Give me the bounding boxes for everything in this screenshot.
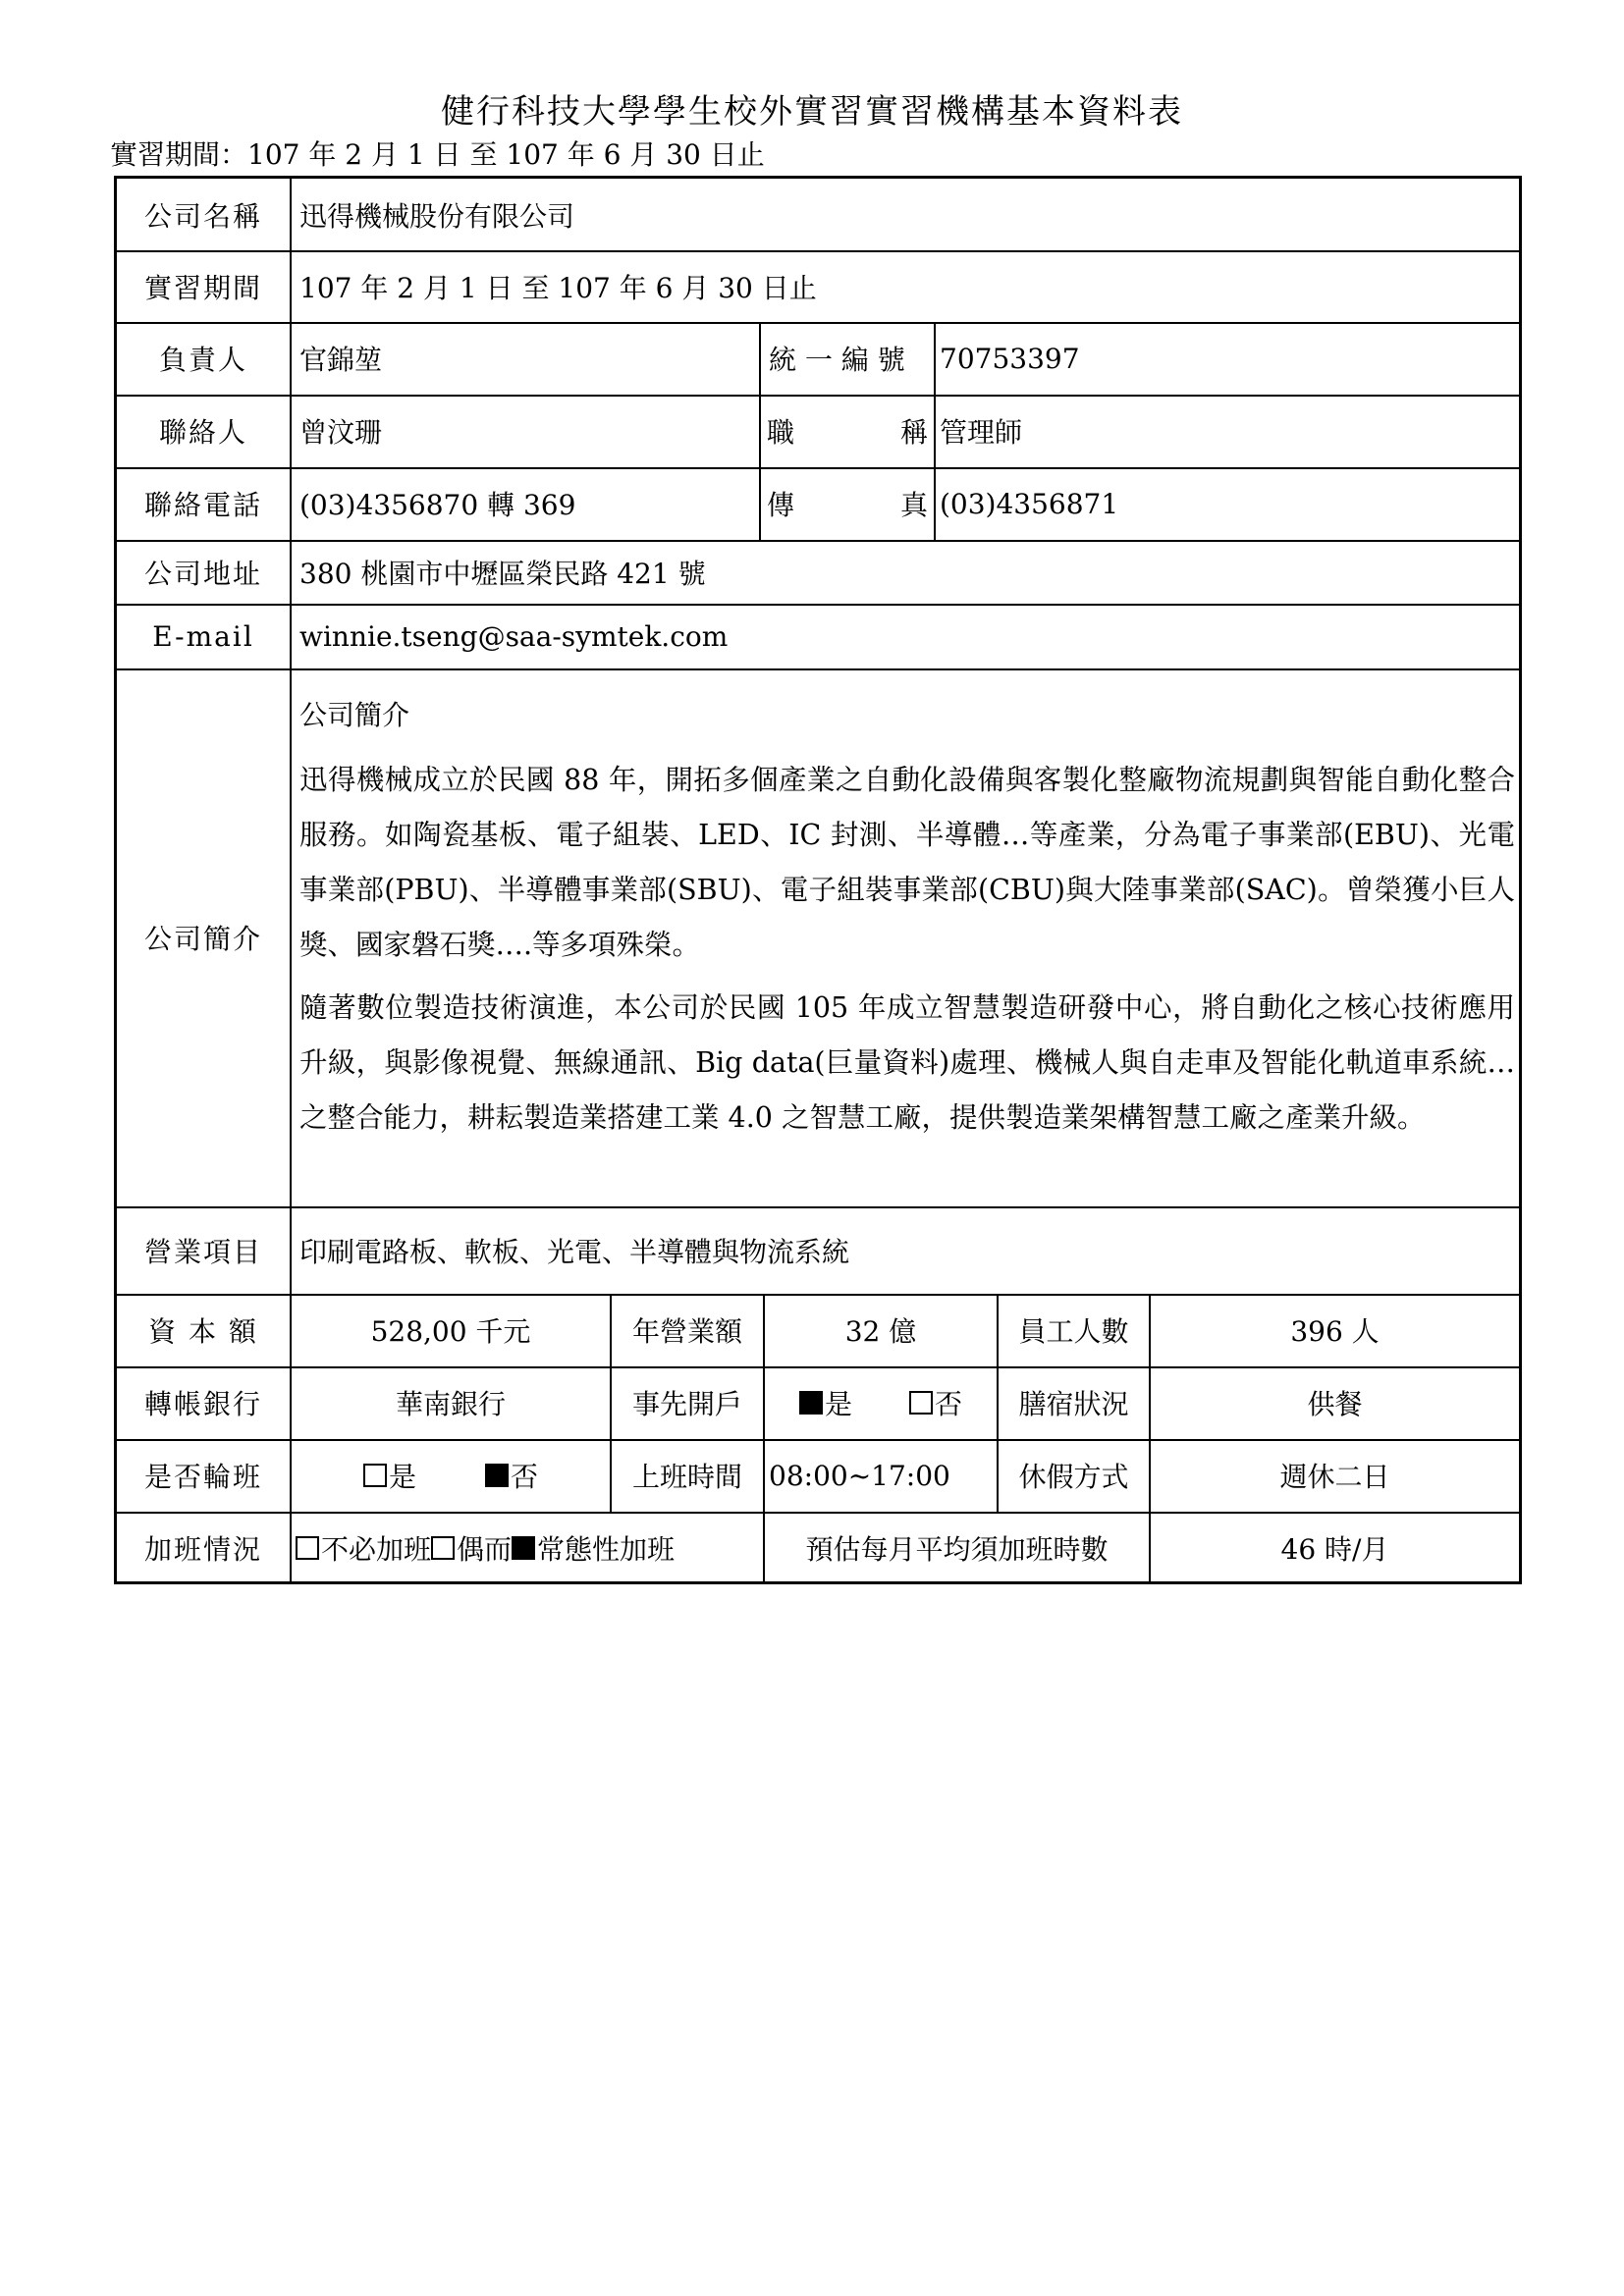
internship-period-label: 實習期間	[117, 250, 292, 322]
row-intro	[117, 668, 1519, 1208]
internship-period-value: 107 年 2 月 1 日 至 107 年 6 月 30 日止	[299, 271, 817, 304]
intro-label: 公司簡介	[117, 668, 292, 1206]
business-value: 印刷電路板、軟板、光電、半導體與物流系統	[299, 1235, 850, 1268]
work-hours-label: 上班時間	[612, 1439, 765, 1512]
leave-label: 休假方式	[999, 1439, 1151, 1512]
info-table	[114, 176, 1522, 1584]
open-account-yes-label: 是	[824, 1388, 852, 1420]
shift-yes-label: 是	[388, 1461, 416, 1493]
row-phone	[117, 467, 1519, 542]
phone-label: 聯絡電話	[117, 467, 292, 540]
document-title: 健行科技大學學生校外實習實習機構基本資料表	[441, 92, 1183, 132]
row-owner	[117, 322, 1519, 397]
job-title-label-b: 稱	[899, 416, 928, 449]
open-account-yes-checkbox[interactable]	[799, 1391, 823, 1415]
fax-label-a: 傳	[767, 489, 795, 521]
job-title-label	[761, 395, 936, 467]
overtime-none-label: 不必加班	[321, 1533, 432, 1566]
bank-value: 華南銀行	[292, 1366, 612, 1439]
contact-label: 聯絡人	[117, 395, 292, 467]
revenue-value: 32 億	[765, 1294, 999, 1366]
intro-heading: 公司簡介	[299, 699, 410, 731]
business-label: 營業項目	[117, 1206, 292, 1294]
fax-label	[761, 467, 936, 540]
contact-value: 曾汶珊	[292, 395, 761, 467]
owner-label: 負責人	[117, 322, 292, 395]
shift-no-label: 否	[511, 1461, 539, 1493]
address-label: 公司地址	[117, 540, 292, 604]
capital-value: 528,00 千元	[292, 1294, 612, 1366]
overtime-hours-value: 46 時/月	[1280, 1533, 1389, 1566]
intro-body	[292, 668, 1519, 1206]
intro-paragraph-2: 隨著數位製造技術演進，本公司於民國 105 年成立智慧製造研發中心，將自動化之核心技術應用升級，與影像視覺、無線通訊、Big data(巨量資料)處理、機械人與自走車及智能化軌道車系統…之整合能力，耕耘製造業搭建工業 4.0 之智慧工廠，提供製造業架構智慧工廠之產業升級。	[299, 991, 1515, 1134]
tax-id-label: 統 一 編 號	[761, 322, 936, 395]
email-label: E-mail	[117, 604, 292, 668]
row-shift	[117, 1439, 1519, 1514]
company-name-label: 公司名稱	[117, 179, 292, 250]
row-overtime	[117, 1512, 1519, 1584]
overtime-none-checkbox[interactable]	[296, 1536, 319, 1560]
company-name-value: 迅得機械股份有限公司	[299, 199, 575, 233]
bank-label: 轉帳銀行	[117, 1366, 292, 1439]
revenue-label: 年營業額	[612, 1294, 765, 1366]
work-hours-value: 08:00~17:00	[765, 1439, 999, 1512]
overtime-occasional-checkbox[interactable]	[431, 1536, 455, 1560]
employees-value: 396 人	[1290, 1315, 1380, 1348]
job-title-label-a: 職	[767, 416, 795, 449]
job-title-value: 管理師	[940, 416, 1023, 449]
row-bank	[117, 1366, 1519, 1441]
address-value: 380 桃園市中壢區榮民路 421 號	[299, 557, 706, 590]
period-line: 實習期間：107 年 2 月 1 日 至 107 年 6 月 30 日止	[110, 138, 765, 171]
intro-paragraph-1: 迅得機械成立於民國 88 年，開拓多個產業之自動化設備與客製化整廠物流規劃與智能自動化整合服務。如陶瓷基板、電子組裝、LED、IC 封測、半導體…等產業，分為電子事業部(EBU)、光電事業部(PBU)、半導體事業部(SBU)、電子組裝事業部(CBU)與大陸事業部(SAC)。曾榮獲小巨人獎、國家磐石獎….等多項殊榮。	[299, 764, 1515, 961]
row-business	[117, 1206, 1519, 1296]
open-account-label: 事先開戶	[612, 1366, 765, 1439]
capital-label: 資 本 額	[117, 1294, 292, 1366]
row-company-name	[117, 179, 1519, 252]
fax-value: (03)4356871	[940, 487, 1119, 520]
phone-value: (03)4356870 轉 369	[292, 467, 761, 540]
shift-options	[292, 1439, 612, 1512]
open-account-options	[765, 1366, 999, 1439]
row-capital	[117, 1294, 1519, 1368]
shift-label: 是否輪班	[117, 1439, 292, 1512]
owner-value: 官錦堃	[292, 322, 761, 395]
overtime-hours-label: 預估每月平均須加班時數	[765, 1512, 1151, 1584]
overtime-occasional-label: 偶而	[457, 1533, 513, 1566]
employees-label: 員工人數	[999, 1294, 1151, 1366]
shift-no-checkbox[interactable]	[485, 1464, 509, 1487]
row-email	[117, 604, 1519, 670]
row-internship-period	[117, 250, 1519, 324]
open-account-no-label: 否	[935, 1388, 963, 1420]
lodging-value: 供餐	[1307, 1388, 1363, 1420]
leave-value: 週休二日	[1279, 1461, 1390, 1493]
shift-yes-checkbox[interactable]	[363, 1464, 387, 1487]
row-contact	[117, 395, 1519, 469]
lodging-label: 膳宿狀況	[999, 1366, 1151, 1439]
tax-id-value: 70753397	[940, 342, 1080, 375]
overtime-regular-label: 常態性加班	[537, 1533, 676, 1566]
overtime-regular-checkbox[interactable]	[512, 1536, 535, 1560]
email-value: winnie.tseng@saa-symtek.com	[299, 619, 729, 653]
open-account-no-checkbox[interactable]	[909, 1391, 933, 1415]
overtime-options	[292, 1512, 765, 1584]
overtime-label: 加班情況	[117, 1512, 292, 1584]
fax-label-b: 真	[899, 489, 928, 521]
row-address	[117, 540, 1519, 606]
